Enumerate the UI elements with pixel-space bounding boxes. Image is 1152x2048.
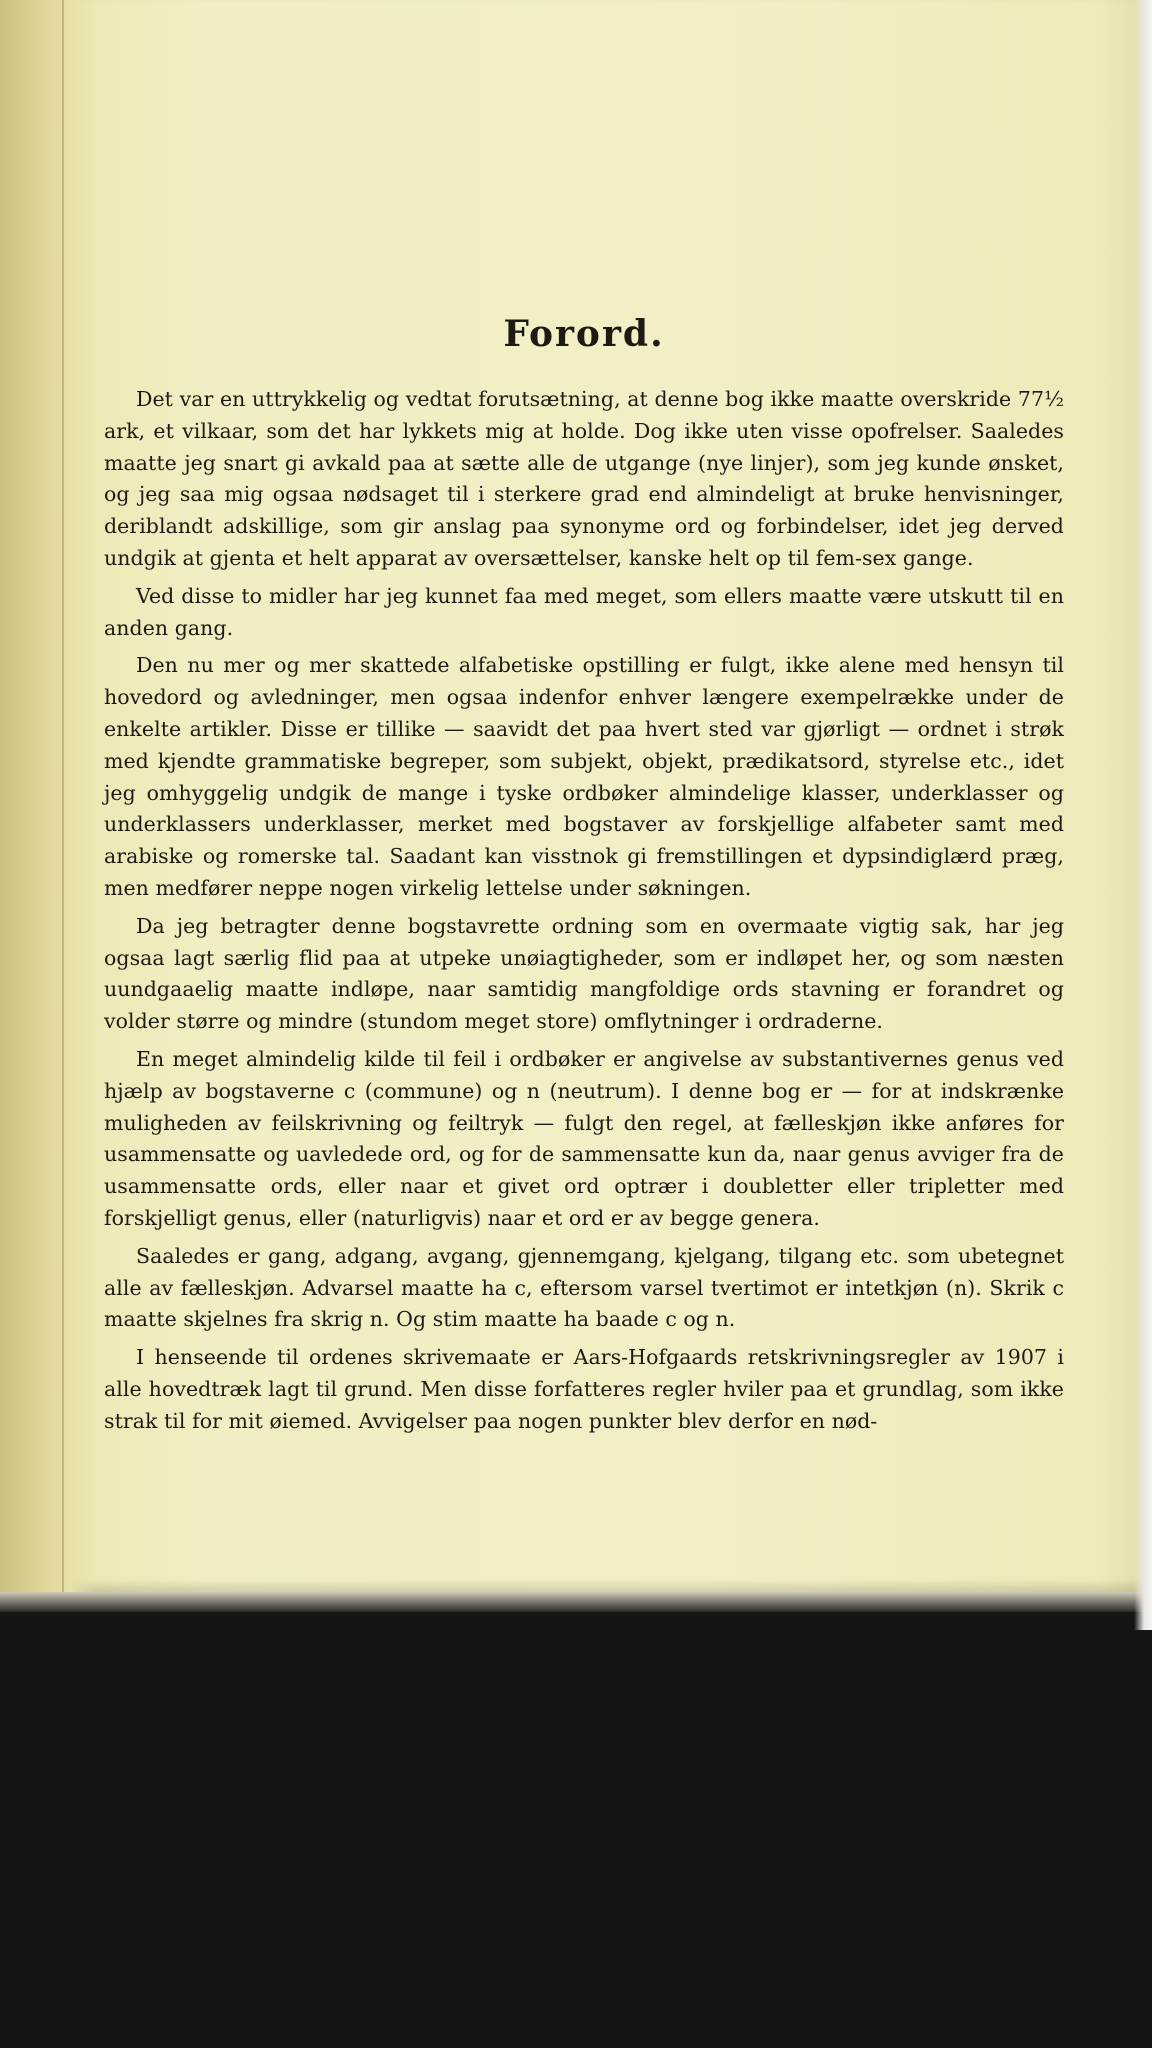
paragraph-1: Det var en uttrykkelig og vedtat forutsætning, at denne bog ikke maatte overskride 77½ ark, et vilkaar, som det har lykkets mig at holde. Dog ikke uten visse opofrelser. Saaledes maatte jeg snart gi avkald paa at sætte alle de utgange (nye linjer), som jeg kunde ønsket, og jeg saa mig ogsaa nødsaget til i sterkere grad end almindeligt at bruke henvisninger, deriblandt adskillige, som gir anslag paa synonyme ord og forbindelser, idet jeg derved undgik at gjenta et helt apparat av oversættelser, kanske helt op til fem-sex gange. bbox=[104, 387, 1064, 570]
background-strip bbox=[1134, 0, 1152, 1630]
paragraph-3: Den nu mer og mer skattede alfabetiske opstilling er fulgt, ikke alene med hensyn til hovedord og avledninger, men ogsaa indenfor enhver længere exempelrække under de enkelte artikler. Disse er tillike — saavidt det paa hvert sted var gjørligt — ordnet i strøk med kjendte grammatiske begreper, som subjekt, objekt, prædikatsord, styrelse etc., idet jeg omhyggelig undgik de mange i tyske ordbøker almindelige klasser, underklasser og underklassers underklasser, merket med bogstaver av forskjellige alfabeter samt med arabiske og romerske tal. Saadant kan visstnok gi fremstillingen et dypsindiglærd præg, men medfører neppe nogen virkelig lettelse under søkningen. bbox=[104, 653, 1064, 900]
page-gutter bbox=[0, 0, 95, 1592]
paragraph-7: I henseende til ordenes skrivemaate er Aars-Hofgaards retskrivningsregler av 1907 i alle hovedtræk lagt til grund. Men disse forfatteres regler hviler paa et grundlag, som ikke strak til for mit øiemed. Avvigelser paa nogen punkter blev derfor en nød- bbox=[104, 1345, 1064, 1433]
paragraph-2: Ved disse to midler har jeg kunnet faa med meget, som ellers maatte være utskutt til en anden gang. bbox=[104, 583, 1064, 640]
gutter-crease bbox=[62, 0, 64, 1592]
page-title: Forord. bbox=[503, 313, 665, 355]
paragraph-4: Da jeg betragter denne bogstavrette ordning som en overmaate vigtig sak, har jeg ogsaa lagt særlig flid paa at utpeke unøiagtigheder, som er indløpet her, og som næsten uundgaaelig maatte indløpe, naar samtidig mangfoldige ords stavning er forandret og volder større og mindre (stundom meget store) omflytninger i ordraderne. bbox=[104, 913, 1064, 1034]
paragraph-5: En meget almindelig kilde til feil i ordbøker er angivelse av substantivernes genus ved hjælp av bogstaverne c (commune) og n (neutrum). I denne bog er — for at indskrænke muligheden av feilskrivning og feiltryk — fulgt den regel, at fælleskjøn ikke anføres for usammensatte og uavledede ord, og for de sammensatte kun da, naar genus avviger fra de usammensatte ords, eller naar et givet ord optrær i doubletter eller tripletter med forskjelligt genus, eller (naturligvis) naar et ord er av begge genera. bbox=[104, 1046, 1064, 1230]
page-bottom-edge bbox=[0, 1592, 1152, 1612]
paragraph-6: Saaledes er gang, adgang, avgang, gjennemgang, kjelgang, tilgang etc. som ubetegnet alle av fælleskjøn. Advarsel maatte ha c, eftersom varsel tvertimot er intetkjøn (n). Skrik c maatte skjelnes fra skrig n. Og stim maatte ha baade c og n. bbox=[104, 1243, 1064, 1332]
page-text bbox=[104, 312, 1064, 1438]
